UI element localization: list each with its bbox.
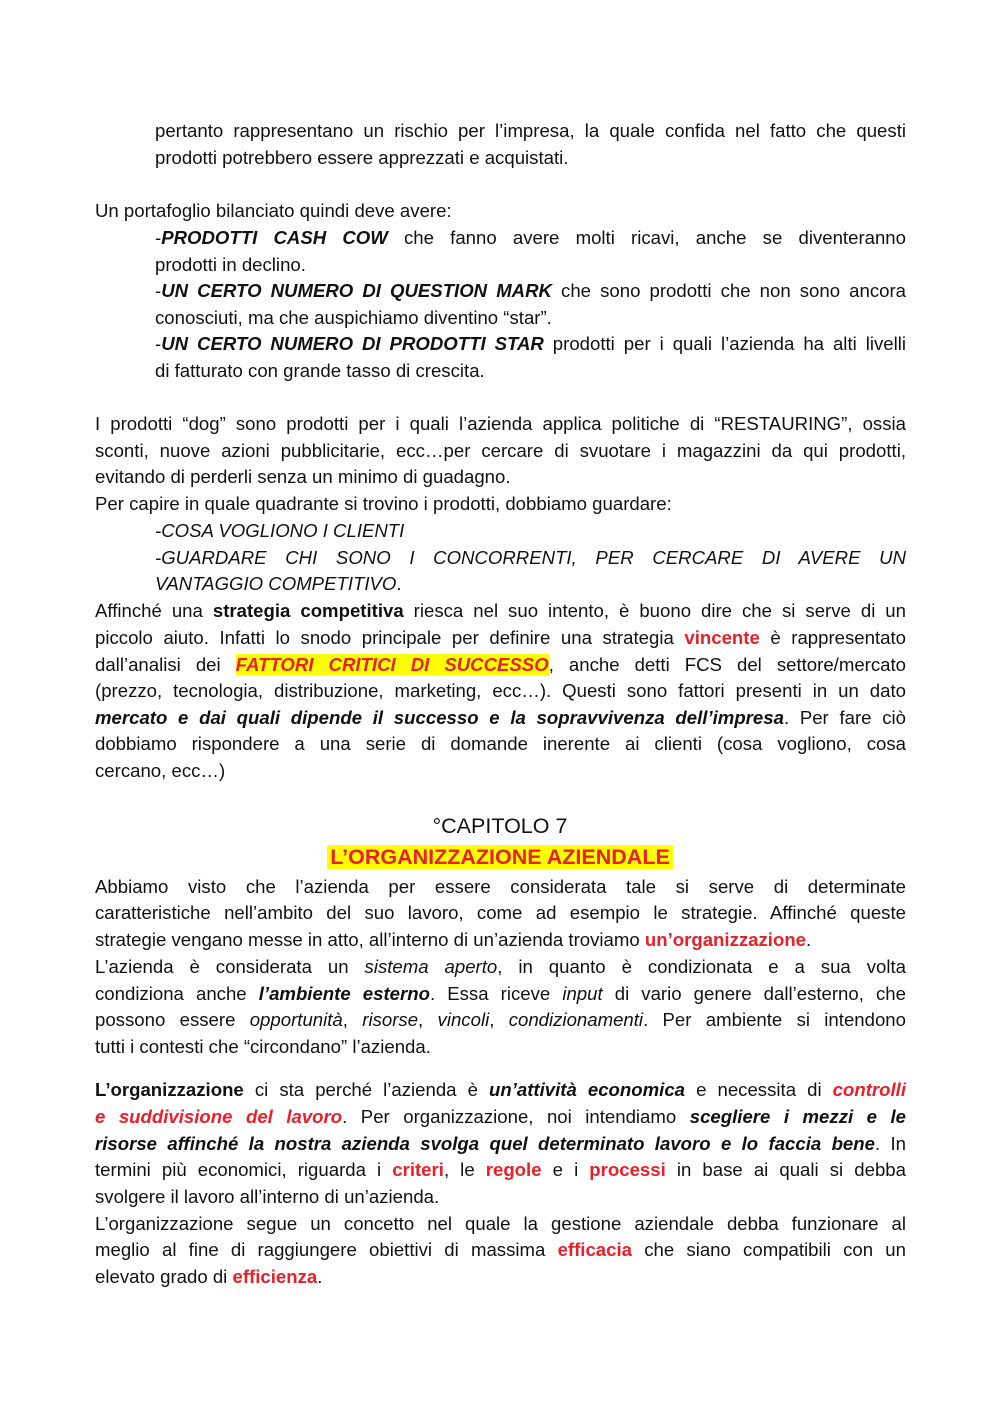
- strategy-line: Affinché una strategia competitiva riesca nel suo intento, è buono dire che si serve di un: [95, 600, 906, 621]
- strategy-line: dall’analisi dei FATTORI CRITICI DI SUCCESSO, anche detti FCS del settore/mercato: [95, 654, 907, 675]
- para1-line: condiziona anche l’ambiente esterno. Essa riceve input di vario genere dall’esterno, che: [95, 983, 906, 1004]
- strategy-line: cercano, ecc…): [95, 760, 226, 781]
- dog-list-item: -GUARDARE CHI SONO I CONCORRENTI, PER CERCARE DI AVERE UN: [155, 547, 906, 568]
- strategy-line: mercato e dai quali dipende il successo e la sopravvivenza dell’impresa. Per fare ciò: [95, 707, 906, 728]
- chapter-title: L’ORGANIZZAZIONE AZIENDALE: [0, 846, 1000, 868]
- intro-line: pertanto rappresentano un rischio per l’impresa, la quale confida nel fatto che questi: [155, 120, 906, 141]
- para2-line: meglio al fine di raggiungere obiettivi di massima efficacia che siano compatibili con un: [95, 1239, 906, 1260]
- portfolio-item-cont: conosciuti, ma che auspichiamo diventino “star”.: [155, 307, 552, 328]
- para2-line: svolgere il lavoro all’interno di un’azienda.: [95, 1186, 440, 1207]
- para2-line: risorse affinché la nostra azienda svolga quel determinato lavoro e lo faccia bene. In: [95, 1133, 907, 1154]
- portfolio-item-cont: prodotti in declino.: [155, 254, 306, 275]
- para1-line: L’azienda è considerata un sistema aperto, in quanto è condizionata e a sua volta: [95, 956, 906, 977]
- para1-line: possono essere opportunità, risorse, vincoli, condizionamenti. Per ambiente si intendono: [95, 1009, 906, 1030]
- para1-line: caratteristiche nell’ambito del suo lavoro, come ad esempio le strategie. Affinché queste: [95, 902, 906, 923]
- para2-line: L’organizzazione ci sta perché l’azienda è un’attività economica e necessita di controlli: [95, 1079, 906, 1100]
- highlighted-term: FATTORI CRITICI DI SUCCESSO: [235, 654, 549, 675]
- chapter-number: °CAPITOLO 7: [432, 814, 568, 838]
- para2-line: L’organizzazione segue un concetto nel quale la gestione aziendale debba funzionare al: [95, 1213, 906, 1234]
- para2-line: e suddivisione del lavoro. Per organizzazione, noi intendiamo scegliere i mezzi e le: [95, 1106, 906, 1127]
- dog-list-item-cont: VANTAGGIO COMPETITIVO.: [155, 573, 402, 594]
- strategy-line: (prezzo, tecnologia, distribuzione, marketing, ecc…). Questi sono fattori presenti in un dato: [95, 680, 906, 701]
- dog-list-item: -COSA VOGLIONO I CLIENTI: [155, 520, 405, 541]
- intro-line: prodotti potrebbero essere apprezzati e acquistati.: [155, 147, 569, 168]
- portfolio-item: -UN CERTO NUMERO DI PRODOTTI STAR prodotti per i quali l’azienda ha alti livelli: [155, 333, 906, 354]
- dog-paragraph-line: I prodotti “dog” sono prodotti per i quali l’azienda applica politiche di “RESTAURING”, ossia: [95, 413, 906, 434]
- para2-line: elevato grado di efficienza.: [95, 1266, 323, 1287]
- para1-line: strategie vengano messe in atto, all’interno di un’azienda troviamo un’organizzazione.: [95, 929, 812, 950]
- portfolio-item: -PRODOTTI CASH COW che fanno avere molti ricavi, anche se diventeranno: [155, 227, 906, 248]
- portfolio-item-cont: di fatturato con grande tasso di crescita.: [155, 360, 485, 381]
- dog-paragraph-line: sconti, nuove azioni pubblicitarie, ecc…per cercare di svuotare i magazzini da qui prodotti,: [95, 440, 906, 461]
- para1-line: tutti i contesti che “circondano” l’azienda.: [95, 1036, 431, 1057]
- dog-paragraph-line: Per capire in quale quadrante si trovino i prodotti, dobbiamo guardare:: [95, 493, 672, 514]
- portfolio-heading: Un portafoglio bilanciato quindi deve avere:: [95, 200, 452, 221]
- para2-line: termini più economici, riguarda i criteri, le regole e i processi in base ai quali si debba: [95, 1159, 906, 1180]
- para1-line: Abbiamo visto che l’azienda per essere considerata tale si serve di determinate: [95, 876, 906, 897]
- dog-paragraph-line: evitando di perderli senza un minimo di guadagno.: [95, 466, 511, 487]
- strategy-line: piccolo aiuto. Infatti lo snodo principale per definire una strategia vincente è rappresentato: [95, 627, 906, 648]
- portfolio-item: -UN CERTO NUMERO DI QUESTION MARK che sono prodotti che non sono ancora: [155, 280, 907, 301]
- strategy-line: dobbiamo rispondere a una serie di domande inerente ai clienti (cosa vogliono, cosa: [95, 733, 906, 754]
